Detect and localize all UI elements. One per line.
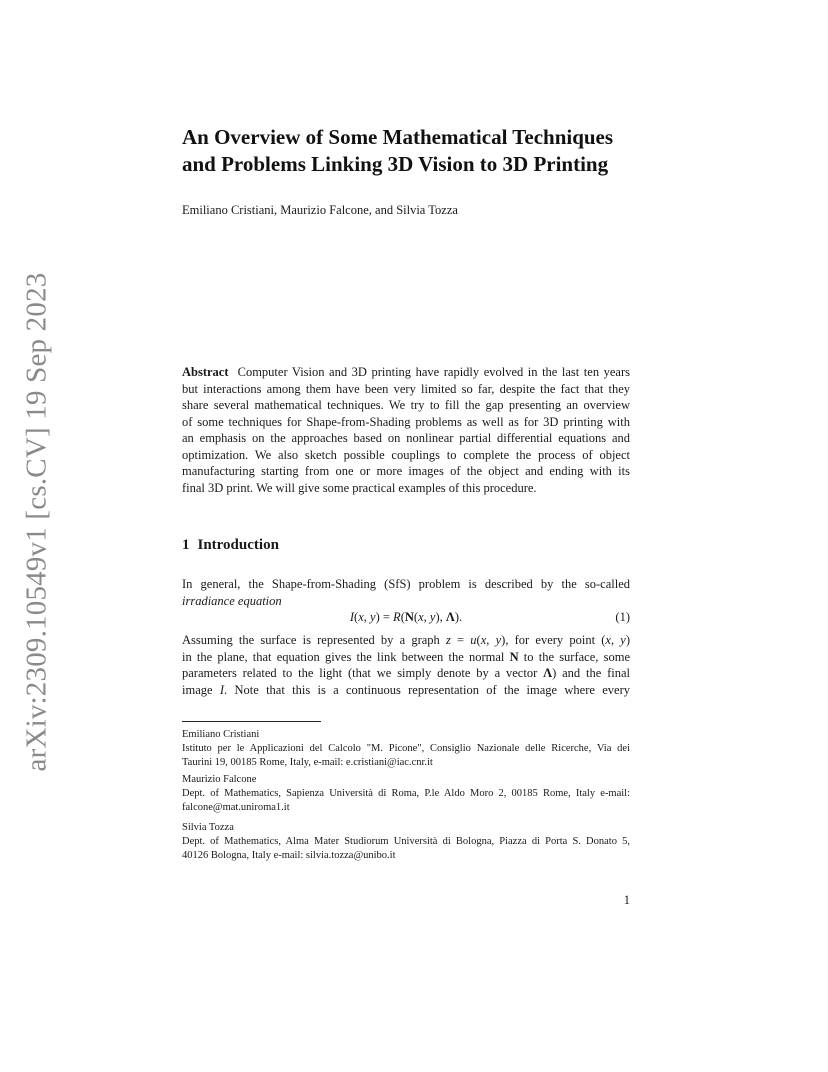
affiliation-address: Dept. of Mathematics, Sapienza Università di Roma, P.le Aldo Moro 2, 00185 Rome, Italy e-mail: <box>182 788 630 799</box>
abstract-line: but interactions among them have been very limited so far, despite the fact that they <box>182 381 630 396</box>
intro-text: image <box>182 682 220 697</box>
section-heading <box>182 537 279 554</box>
arxiv-id-text: arXiv:2309.10549v1 [cs.CV] 19 Sep 2023 <box>20 272 53 772</box>
intro-line: in the plane, that equation gives the link between the normal N to the surface, some <box>182 649 630 664</box>
intro-line <box>182 593 630 610</box>
abstract-line: of some techniques for Shape-from-Shading problems as well as for 3D printing with <box>182 414 630 429</box>
section-title: Introduction <box>197 537 279 553</box>
intro-text: . Note that this is a continuous representation of the image where every <box>224 682 631 697</box>
affiliation-author-name: Emiliano Cristiani <box>182 729 260 740</box>
intro-paragraph-2 <box>182 632 630 698</box>
irradiance-equation: I(x, y) = R(N(x, y), Λ). <box>349 610 463 624</box>
author-affiliation-1 <box>182 728 630 770</box>
affiliation-author-name: Maurizio Falcone <box>182 774 257 785</box>
section-number: 1 <box>182 537 190 553</box>
abstract <box>182 364 630 496</box>
intro-text: , for every point <box>505 633 602 647</box>
equation-1 <box>182 610 630 626</box>
affiliation-address: falcone@mat.uniroma1.it <box>182 802 290 813</box>
intro-text: to the surface, some <box>518 649 630 664</box>
abstract-line: an emphasis on the approaches based on nonlinear partial differential equations and <box>182 431 630 445</box>
author-list: Emiliano Cristiani, Maurizio Falcone, and Silvia Tozza <box>182 203 458 217</box>
abstract-line <box>182 364 630 381</box>
affiliation-address: Istituto per le Applicazioni del Calcolo "M. Picone", Consiglio Nazionale delle Ricerche, Via dei <box>182 743 630 754</box>
intro-text: ) and the final <box>552 666 631 680</box>
abstract-line: optimization. We also sketch possible couplings to complete the process of object <box>182 447 630 462</box>
affiliation-address: Dept. of Mathematics, Alma Mater Studiorum Università di Bologna, Piazza di Porta S. Donato 5, <box>182 836 630 847</box>
intro-text: in the plane, that equation gives the link between the normal <box>182 649 510 664</box>
intro-text: Assuming the surface is represented by a graph <box>182 633 446 647</box>
irradiance-term: irradiance equation <box>182 593 282 608</box>
title-line-1: An Overview of Some Mathematical Techniques <box>182 125 614 149</box>
intro-paragraph-1 <box>182 576 630 609</box>
equation-number: (1) <box>615 610 630 624</box>
intro-line: In general, the Shape-from-Shading (SfS) problem is described by the so-called <box>182 577 630 591</box>
abstract-label: Abstract <box>182 365 229 379</box>
affiliation-author-name: Silvia Tozza <box>182 822 234 833</box>
intro-text: parameters related to the light (that we simply denote by a vector <box>182 666 544 680</box>
intro-line: image I. Note that this is a continuous representation of the image where every <box>182 682 631 697</box>
title-line-2: and Problems Linking 3D Vision to 3D Printing <box>182 152 609 176</box>
page-number: 1 <box>623 893 630 907</box>
paper-title <box>182 124 652 178</box>
intro-line: Assuming the surface is represented by a graph z = u(x, y), for every point (x, y) <box>182 633 631 647</box>
abstract-line: share several mathematical techniques. We try to fill the gap presenting an overview <box>182 398 630 412</box>
abstract-text: Computer Vision and 3D printing have rapidly evolved in the last ten years <box>237 365 630 379</box>
abstract-line: final 3D print. We will give some practical examples of this procedure. <box>182 480 537 495</box>
affiliation-address: Taurini 19, 00185 Rome, Italy, e-mail: e.cristiani@iac.cnr.it <box>182 757 433 768</box>
affiliation-address: 40126 Bologna, Italy e-mail: silvia.tozza@unibo.it <box>182 850 396 861</box>
footnote-divider <box>182 721 321 722</box>
intro-line: parameters related to the light (that we simply denote by a vector Λ) and the final <box>182 666 631 680</box>
author-affiliation-3 <box>182 821 630 863</box>
author-affiliation-2 <box>182 773 630 815</box>
abstract-line: manufacturing starting from one or more images of the object and ending with its <box>182 464 630 478</box>
